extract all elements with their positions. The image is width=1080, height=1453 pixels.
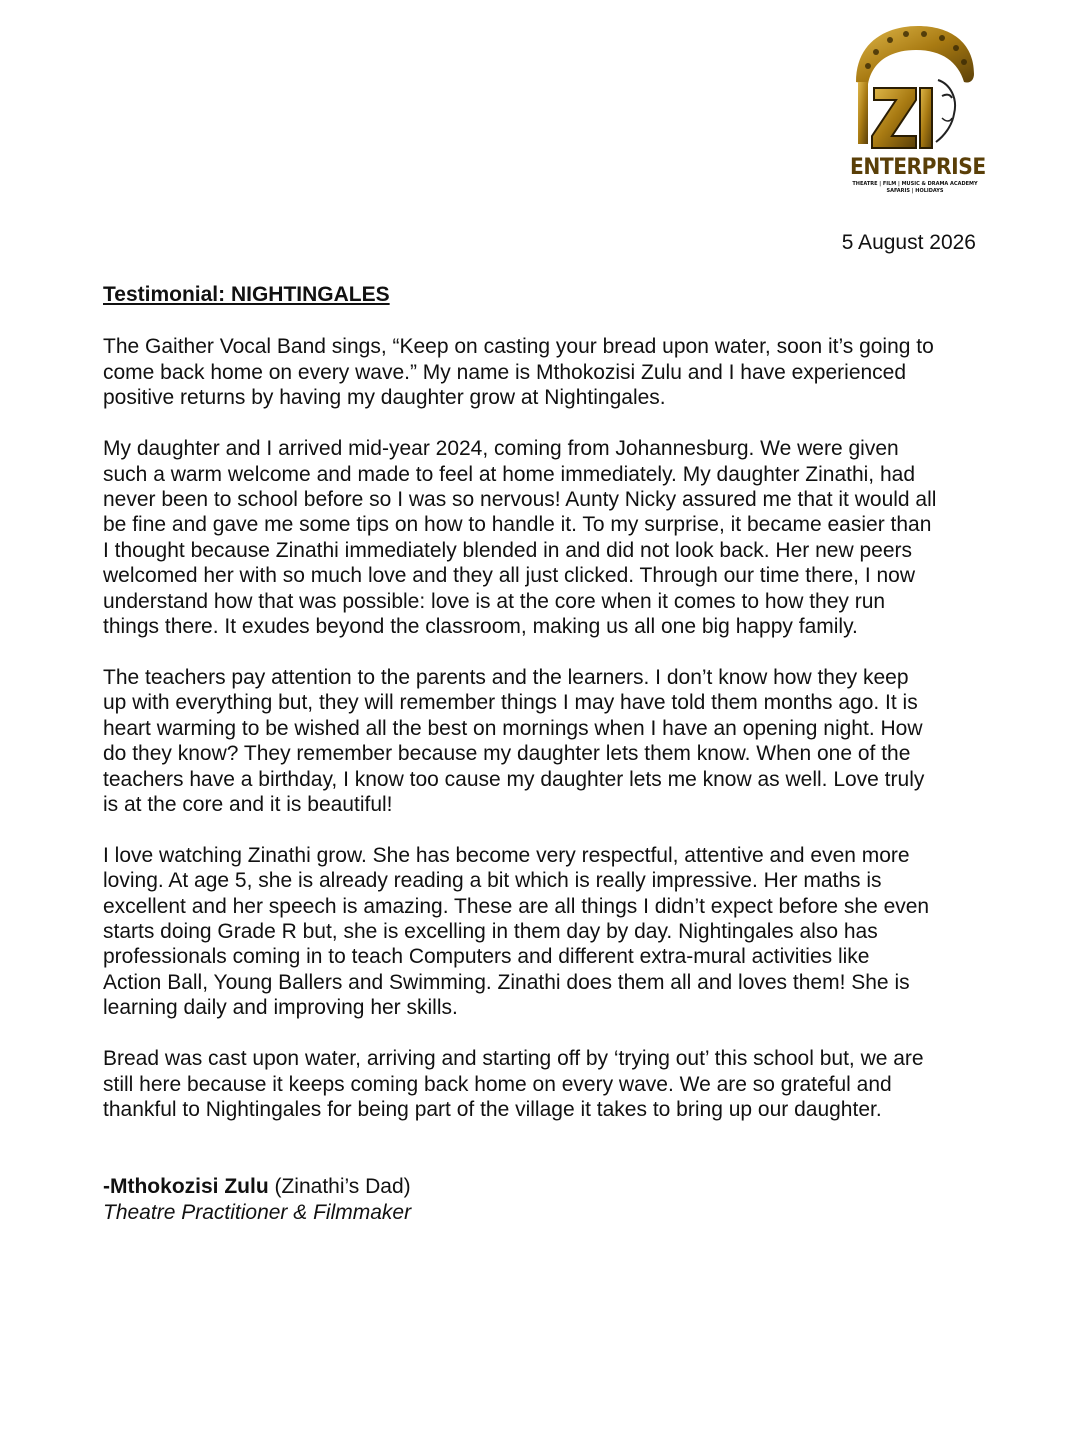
text-line: starts doing Grade R but, she is excelling in them day by day. Nightingales also has xyxy=(103,920,878,944)
text-line: still here because it keeps coming back home on every wave. We are so grateful and xyxy=(103,1072,892,1096)
signature-block xyxy=(103,1174,988,1225)
text-line: professionals coming in to teach Computers and different extra-mural activities like xyxy=(103,945,870,969)
text-line: heart warming to be wished all the best on mornings when I have an opening night. How xyxy=(103,716,923,740)
paragraph-2 xyxy=(103,436,988,639)
text-line: My daughter and I arrived mid-year 2024, coming from Johannesburg. We were given xyxy=(103,437,899,461)
text-line: loving. At age 5, she is already reading a bit which is really impressive. Her maths is xyxy=(103,869,882,893)
text-line: up with everything but, they will remember things I may have told them months ago. It is xyxy=(103,691,918,715)
paragraph-1 xyxy=(103,334,988,410)
text-line: I thought because Zinathi immediately blended in and did not look back. Her new peers xyxy=(103,538,912,562)
text-line: things there. It exudes beyond the classroom, making us all one big happy family. xyxy=(103,614,858,638)
text-line: never been to school before so I was so nervous! Aunty Nicky assured me that it would all xyxy=(103,487,937,511)
text-line: come back home on every wave.” My name is Mthokozisi Zulu and I have experienced xyxy=(103,360,907,384)
text-line: excellent and her speech is amazing. These are all things I didn’t expect before she even xyxy=(103,894,930,918)
letter-title: Testimonial: NIGHTINGALES xyxy=(103,283,390,306)
logo-tagline-2: SAFARIS | HOLIDAYS xyxy=(886,188,944,194)
signature-relation: (Zinathi’s Dad) xyxy=(268,1175,411,1199)
text-line: The teachers pay attention to the parents and the learners. I don’t know how they keep xyxy=(103,665,909,689)
text-line: Bread was cast upon water, arriving and starting off by ‘trying out’ this school but, we are xyxy=(103,1047,924,1071)
letter-body xyxy=(103,282,988,1225)
text-line: learning daily and improving her skills. xyxy=(103,996,458,1020)
text-line: positive returns by having my daughter grow at Nightingales. xyxy=(103,386,666,410)
paragraph-3 xyxy=(103,665,988,817)
text-line: be fine and gave me some tips on how to handle it. To my surprise, it became easier than xyxy=(103,513,932,537)
signature-line xyxy=(103,1174,988,1199)
text-line: The Gaither Vocal Band sings, “Keep on casting your bread upon water, soon it’s going to xyxy=(103,335,934,359)
text-line: thankful to Nightingales for being part of the village it takes to bring up our daughter. xyxy=(103,1097,882,1121)
text-line: teachers have a birthday, I know too cause my daughter lets me know as well. Love truly xyxy=(103,767,925,791)
text-line: understand how that was possible: love is at the core when it comes to how they run xyxy=(103,589,886,613)
text-line: I love watching Zinathi grow. She has become very respectful, attentive and even more xyxy=(103,843,910,867)
text-line: welcomed her with so much love and they all just clicked. Through our time there, I now xyxy=(103,564,916,588)
text-line: such a warm welcome and made to feel at home immediately. My daughter Zinathi, had xyxy=(103,462,916,486)
paragraph-5 xyxy=(103,1046,988,1122)
enterprise-logo xyxy=(846,22,986,198)
signature-role: Theatre Practitioner & Filmmaker xyxy=(103,1200,412,1224)
letter-date: 5 August 2026 xyxy=(841,231,976,254)
signature-name: -Mthokozisi Zulu xyxy=(103,1175,269,1199)
paragraph-4 xyxy=(103,843,988,1021)
text-line: is at the core and it is beautiful! xyxy=(103,792,393,816)
text-line: do they know? They remember because my daughter lets them know. When one of the xyxy=(103,742,911,766)
logo-tagline-1: THEATRE | FILM | MUSIC & DRAMA ACADEMY xyxy=(852,181,978,187)
logo-brand: ENTERPRISE xyxy=(850,155,986,180)
text-line: Action Ball, Young Ballers and Swimming. Zinathi does them all and loves them! She is xyxy=(103,970,910,994)
